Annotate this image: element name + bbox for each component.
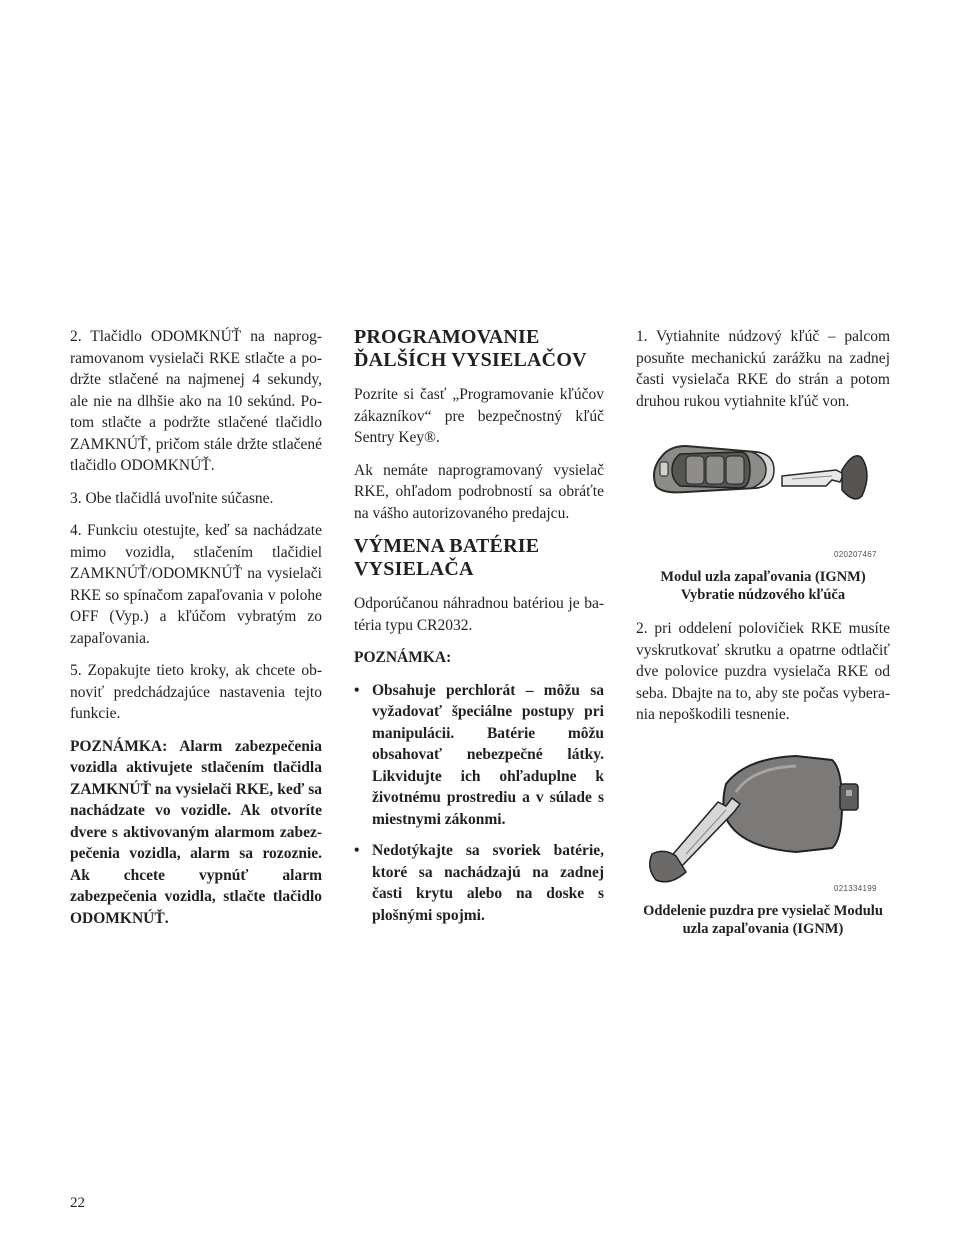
- battery-heading: [354, 535, 604, 581]
- figure-caption-line2: Vybratie núdzového kľúča: [680, 587, 846, 603]
- figure-caption: [636, 568, 890, 604]
- sentry-key-paragraph: Pozrite si časť „Programovanie kľúčov zákazníkov“ pre bezpečnostný kľúč Sentry Key®.: [354, 386, 604, 446]
- step-4-paragraph: 4. Funkciu otestujte, keď sa nachádzate mimo vozidla, stlačením tlačidiel ZAMKNÚŤ/ODOMKNÚŤ na vysielači RKE so spínačom zapaľovania v polohe OFF (Vyp.) a kľúčom vybratým zo zapaľovania.: [70, 522, 322, 647]
- dealer-paragraph: Ak nemáte naprogramovaný vysielač RKE, ohľadom podrobností sa obráťte na vášho autorizovaného predajcu.: [354, 461, 604, 522]
- battery-heading-line2: VYSIELAČA: [354, 558, 474, 580]
- programming-heading: [354, 326, 604, 372]
- figure-caption-line2: uzla zapaľovania (IGNM): [682, 920, 844, 937]
- figure-code: 020207467: [834, 550, 877, 559]
- step-3-paragraph: 3. Obe tlačidlá uvoľnite súčasne.: [70, 489, 274, 507]
- figure-caption-line1: Oddelenie puzdra pre vysielač Modulu: [643, 902, 883, 919]
- step-5-paragraph: 5. Zopakujte tieto kroky, ak chcete obnoviť predchádzajúce nastavenia tejto funkcie.: [70, 662, 322, 722]
- figure-caption-line1: Modul uzla zapaľovania (IGNM): [660, 569, 866, 585]
- page-number: 22: [70, 1195, 85, 1211]
- programming-heading-line1: PROGRAMOVANIE: [354, 326, 540, 348]
- battery-type-paragraph: Odporúčanou náhradnou batériou je batéria typu CR2032.: [354, 595, 604, 634]
- figure-code: 021334199: [834, 883, 877, 893]
- emergency-key-paragraph: 1. Vytiahnite núdzový kľúč – palcom posuňte mechanickú zarážku na zadnej časti vysielača RKE do strán a potom druhou rukou vytiahnite kľúč von.: [636, 328, 890, 410]
- battery-heading-line1: VÝMENA BATÉRIE: [354, 535, 540, 557]
- key-fob-housing-separation-icon: [636, 744, 890, 894]
- housing-separation-paragraph: 2. pri oddelení polovičiek RKE musíte vyskrutkovať skrutku a opatrne odtlačiť dve polovice puzdra vysielača RKE od seba. Dbajte na to, aby ste počas vyberania nepoškodili tesnenie.: [636, 620, 890, 723]
- step-2-paragraph: 2. Tlačidlo ODOMKNÚŤ na naprogramovanom vysielači RKE stlačte a podržte stlačené na najmenej 4 sekundy, ale nie na dlhšie ako na 10 sekúnd. Potom stlačte a podržte stlačené tlačidlo ZAMKNÚŤ, pričom stále držte stlačené tlačidlo ODOMKNÚŤ.: [70, 328, 322, 474]
- housing-separation-figure: [636, 744, 890, 954]
- left-column: [70, 326, 322, 940]
- list-item: • Nedotýkajte sa svoriek batérie, ktoré sa nachádzajú na zadnej časti krytu alebo na doske s plošnými spojmi.: [354, 840, 604, 926]
- emergency-key-figure: [636, 430, 890, 618]
- note-label: POZNÁMKA:: [354, 649, 452, 666]
- list-item: • Obsahuje perchlorát – môžu sa vyžadovať špeciálne postupy pri manipulácii. Batérie môžu obsahovať nebezpečné látky. Likvidujte ich ohľaduplne k životnému prostrediu a v súlade s miestnymi zákonmi.: [354, 680, 604, 831]
- programming-heading-line2: ĎALŠÍCH VYSIELAČOV: [354, 349, 587, 371]
- battery-warnings-list: [354, 680, 604, 927]
- middle-column: [354, 326, 604, 936]
- figure-caption: [636, 902, 890, 938]
- right-column: [636, 326, 890, 954]
- alarm-note: POZNÁMKA: Alarm zabezpečenia vozidla aktivujete stlačením tlačidla ZAMKNÚŤ na vysielači RKE, keď sa nachádzate vo vozidle. Ak otvoríte dvere s aktivovaným alarmom zabezpečenia vozidla, alarm sa rozoznie. Ak chcete vypnúť alarm zabezpečenia vozidla, stlačte tlačidlo ODOMKNÚŤ.: [70, 737, 322, 927]
